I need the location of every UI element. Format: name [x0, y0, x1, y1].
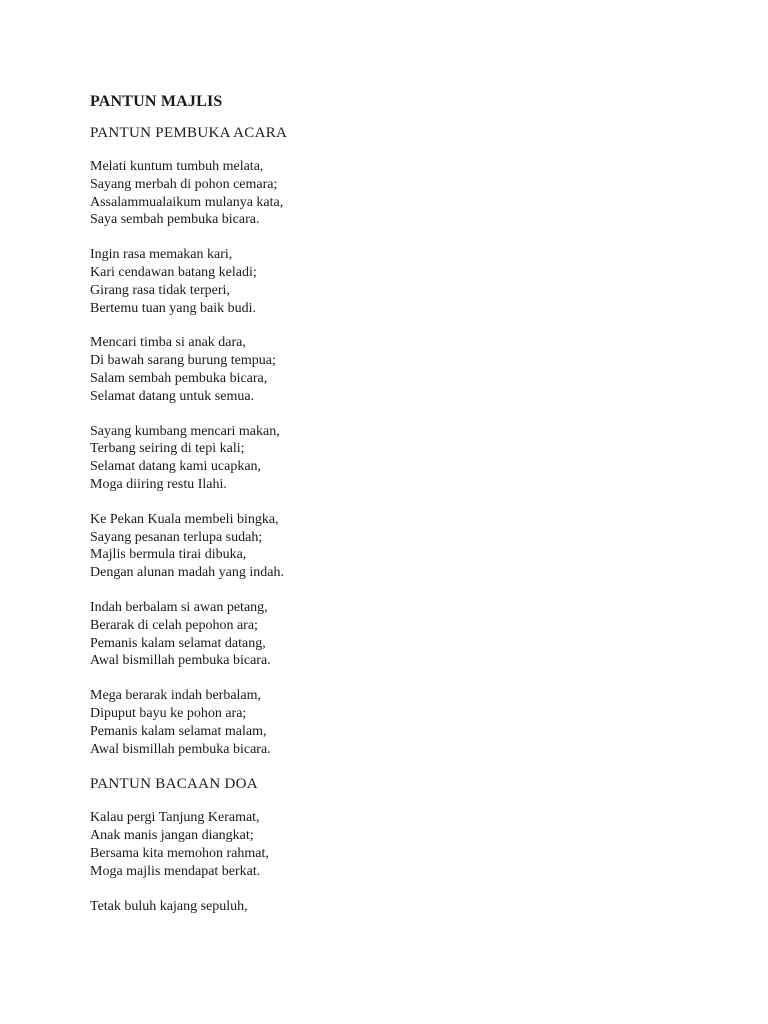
pantun-line: Selamat datang kami ucapkan, — [90, 459, 262, 475]
pantun-line: Sayang merbah di pohon cemara; — [90, 176, 278, 192]
pantun-line: Melati kuntum tumbuh melata, — [90, 159, 264, 174]
pantun-stanza — [90, 158, 690, 229]
pantun-line: Pemanis kalam selamat malam, — [90, 723, 267, 739]
pantun-line: Kari cendawan batang keladi; — [90, 264, 257, 280]
pantun-line: Moga majlis mendapat berkat. — [90, 863, 261, 879]
document-body — [90, 124, 690, 915]
section-heading: PANTUN BACAAN DOA — [90, 776, 258, 793]
pantun-line: Sayang kumbang mencari makan, — [90, 423, 280, 439]
pantun-stanza — [90, 246, 690, 317]
pantun-line: Di bawah sarang burung tempua; — [90, 353, 276, 369]
pantun-line: Saya sembah pembuka bicara. — [90, 212, 260, 228]
pantun-stanza — [90, 511, 690, 582]
document-page — [90, 92, 690, 932]
pantun-line: Kalau pergi Tanjung Keramat, — [90, 810, 260, 826]
pantun-line: Mega berarak indah berbalam, — [90, 688, 262, 704]
document-title: PANTUN MAJLIS — [90, 93, 223, 110]
pantun-line: Ke Pekan Kuala membeli bingka, — [90, 511, 279, 527]
pantun-line: Girang rasa tidak terperi, — [90, 282, 230, 298]
pantun-line: Sayang pesanan terlupa sudah; — [90, 529, 263, 545]
pantun-stanza — [90, 334, 690, 405]
pantun-line: Bertemu tuan yang baik budi. — [90, 300, 257, 316]
pantun-line: Ingin rasa memakan kari, — [90, 247, 233, 263]
pantun-line: Berarak di celah pepohon ara; — [90, 617, 258, 633]
pantun-stanza — [90, 898, 690, 916]
pantun-stanza — [90, 599, 690, 670]
pantun-stanza — [90, 809, 690, 880]
pantun-line: Selamat datang untuk semua. — [90, 388, 255, 404]
pantun-line: Awal bismillah pembuka bicara. — [90, 741, 271, 757]
pantun-line: Bersama kita memohon rahmat, — [90, 845, 269, 861]
pantun-line: Mencari timba si anak dara, — [90, 335, 246, 351]
pantun-line: Tetak buluh kajang sepuluh, — [90, 898, 248, 914]
pantun-line: Anak manis jangan diangkat; — [90, 828, 254, 844]
section-heading: PANTUN PEMBUKA ACARA — [90, 125, 288, 141]
pantun-line: Indah berbalam si awan petang, — [90, 599, 268, 615]
pantun-stanza — [90, 423, 690, 494]
pantun-line: Salam sembah pembuka bicara, — [90, 370, 268, 386]
pantun-line: Moga diiring restu Ilahi. — [90, 476, 227, 492]
pantun-stanza — [90, 687, 690, 758]
pantun-line: Terbang seiring di tepi kali; — [90, 441, 245, 457]
pantun-line: Awal bismillah pembuka bicara. — [90, 653, 271, 669]
pantun-line: Assalammualaikum mulanya kata, — [90, 194, 284, 210]
pantun-line: Dengan alunan madah yang indah. — [90, 565, 284, 581]
pantun-line: Majlis bermula tirai dibuka, — [90, 547, 247, 563]
pantun-line: Pemanis kalam selamat datang, — [90, 635, 266, 651]
pantun-line: Dipuput bayu ke pohon ara; — [90, 705, 247, 721]
